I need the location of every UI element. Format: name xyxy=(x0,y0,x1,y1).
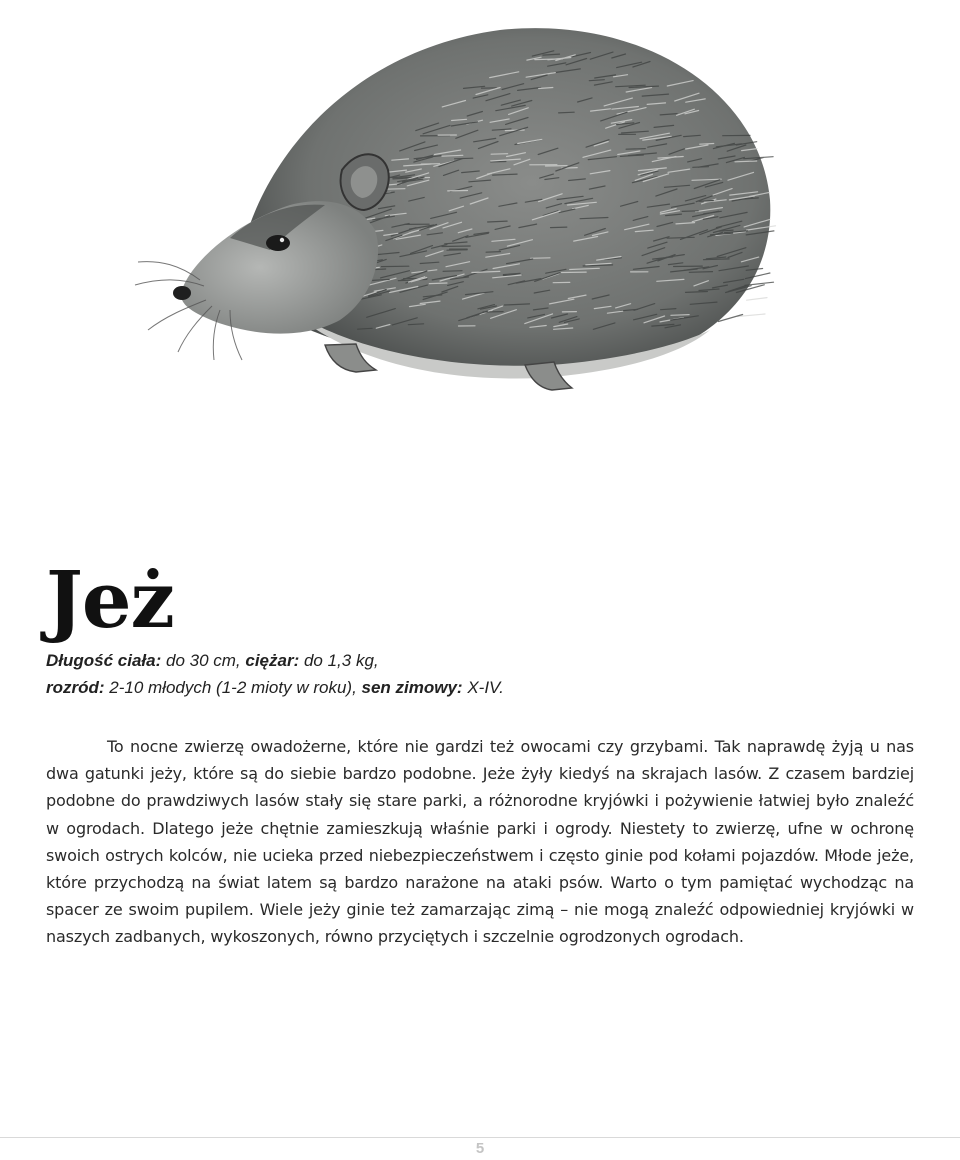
hedgehog-eye xyxy=(266,235,290,251)
body-paragraph: To nocne zwierzę owadożerne, które nie gardzi też owocami czy grzybami. Tak naprawdę żyją u nas dwa gatunki jeży, które są do siebie bardzo podobne. Jeże żyły kiedyś na skrajach lasów. Z czasem bardziej podobne do prawdziwych lasów stały się stare parki, a różnorodne kryjówki i pożywienie łatwiej było znaleźć w ogrodach. Dlatego jeże chętnie zamieszkują właśnie parki i ogrody. Niestety to zwierzę, ufne w ochronę swoich ostrych kolców, nie ucieka przed niebezpieczeństwem i często ginie pod kołami pojazdów. Młode jeże, które przychodzą na świat latem są bardzo narażone na ataki psów. Warto o tym pamiętać wychodząc na spacer ze swoim pupilem. Wiele jeży ginie też zamarzając zimą – nie mogą znaleźć odpowiedniej kryjówki w naszych zadbanych, wykoszonych, równo przyciętych i szczelnie ogrodzonych ogrodach. xyxy=(46,737,914,947)
page-title: Jeż xyxy=(46,555,174,646)
footer-divider xyxy=(0,1137,960,1138)
hedgehog-nose xyxy=(173,286,191,300)
weight-value: do 1,3 kg, xyxy=(299,651,379,670)
page-number xyxy=(0,1140,960,1157)
length-value: do 30 cm, xyxy=(161,651,246,670)
hedgehog-illustration xyxy=(120,10,800,410)
hibernation-value: X-IV. xyxy=(462,678,504,697)
breeding-label: rozród: xyxy=(46,678,105,697)
length-label: Długość ciała: xyxy=(46,651,162,670)
facts-line-2 xyxy=(46,674,926,701)
hibernation-label: sen zimowy: xyxy=(361,678,463,697)
page-number-label: 5 xyxy=(466,1140,494,1157)
breeding-value: 2-10 młodych (1-2 mioty w roku), xyxy=(104,678,362,697)
species-facts xyxy=(46,647,926,701)
facts-line-1 xyxy=(46,647,926,674)
weight-label: ciężar: xyxy=(245,651,300,670)
